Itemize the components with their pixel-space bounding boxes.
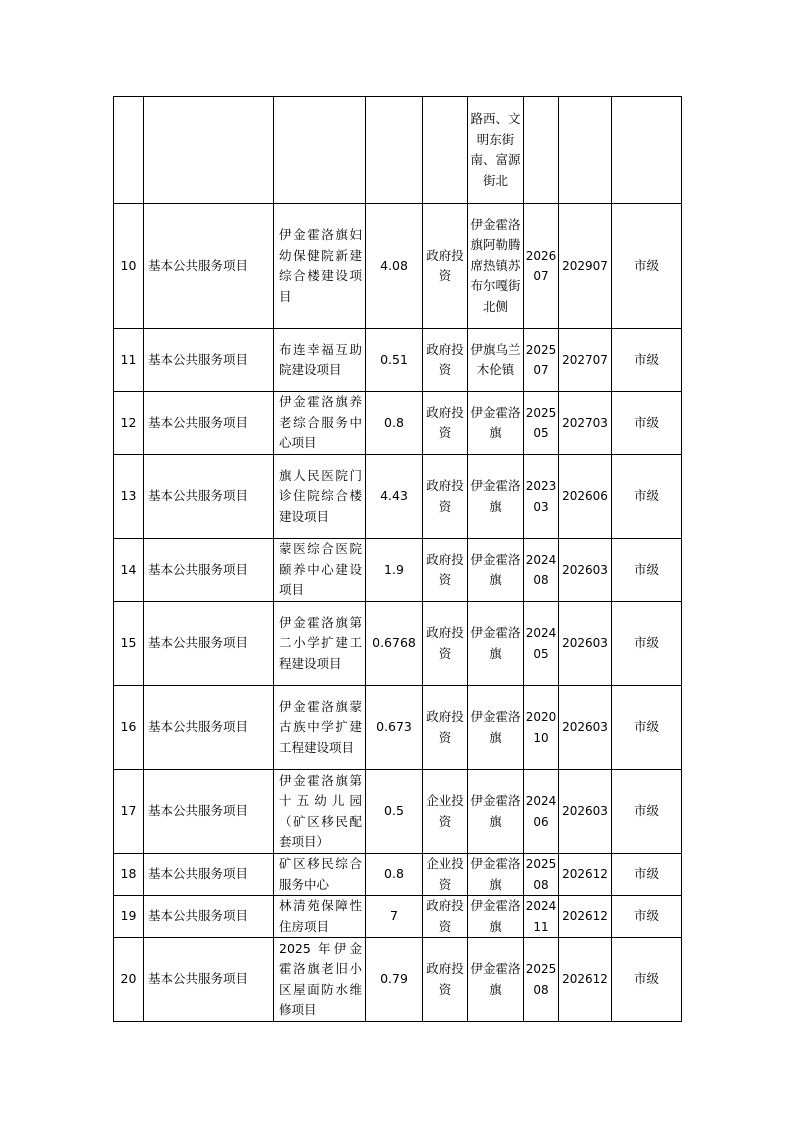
level-cell: 市级: [612, 204, 682, 329]
level-cell: 市级: [612, 686, 682, 770]
start-date-cell: 202411: [524, 896, 559, 938]
end-date-cell: [559, 97, 612, 204]
end-date-cell: 202703: [559, 392, 612, 455]
start-date-cell: 202406: [524, 770, 559, 854]
start-date-cell: 202508: [524, 938, 559, 1022]
project-name-cell: 伊金霍洛旗养老综合服务中心项目: [274, 392, 366, 455]
level-cell: 市级: [612, 455, 682, 539]
category-cell: 基本公共服务项目: [144, 896, 274, 938]
no-cell: 12: [114, 392, 144, 455]
table-row: [114, 854, 682, 896]
category-cell: 基本公共服务项目: [144, 854, 274, 896]
level-cell: 市级: [612, 896, 682, 938]
table-row: [114, 770, 682, 854]
investment-type-cell: 政府投资: [423, 455, 468, 539]
investment-type-cell: 政府投资: [423, 938, 468, 1022]
location-cell: 伊金霍洛旗: [468, 539, 524, 602]
location-cell: 伊旗乌兰木伦镇: [468, 329, 524, 392]
investment-cell: 0.79: [366, 938, 423, 1022]
no-cell: [114, 97, 144, 204]
location-cell: 伊金霍洛旗: [468, 686, 524, 770]
end-date-cell: 202612: [559, 896, 612, 938]
category-cell: 基本公共服务项目: [144, 539, 274, 602]
investment-cell: 0.8: [366, 854, 423, 896]
project-name-cell: 布连幸福互助院建设项目: [274, 329, 366, 392]
level-cell: 市级: [612, 392, 682, 455]
project-name-cell: 矿区移民综合服务中心: [274, 854, 366, 896]
level-cell: 市级: [612, 329, 682, 392]
project-table: [113, 96, 682, 1022]
no-cell: 18: [114, 854, 144, 896]
location-cell: 伊金霍洛旗: [468, 392, 524, 455]
level-cell: 市级: [612, 938, 682, 1022]
start-date-cell: 202303: [524, 455, 559, 539]
start-date-cell: 202010: [524, 686, 559, 770]
level-cell: 市级: [612, 539, 682, 602]
investment-cell: 0.673: [366, 686, 423, 770]
investment-cell: 0.51: [366, 329, 423, 392]
level-cell: 市级: [612, 602, 682, 686]
investment-cell: [366, 97, 423, 204]
investment-cell: 4.08: [366, 204, 423, 329]
investment-type-cell: 政府投资: [423, 329, 468, 392]
level-cell: 市级: [612, 854, 682, 896]
no-cell: 10: [114, 204, 144, 329]
level-cell: 市级: [612, 770, 682, 854]
category-cell: 基本公共服务项目: [144, 938, 274, 1022]
location-cell: 伊金霍洛旗: [468, 602, 524, 686]
end-date-cell: 202603: [559, 686, 612, 770]
investment-type-cell: [423, 97, 468, 204]
end-date-cell: 202907: [559, 204, 612, 329]
end-date-cell: 202603: [559, 602, 612, 686]
location-cell: 伊金霍洛旗: [468, 455, 524, 539]
category-cell: 基本公共服务项目: [144, 770, 274, 854]
category-cell: 基本公共服务项目: [144, 686, 274, 770]
table-row: [114, 539, 682, 602]
category-cell: 基本公共服务项目: [144, 602, 274, 686]
project-name-cell: 蒙医综合医院颐养中心建设项目: [274, 539, 366, 602]
investment-cell: 0.6768: [366, 602, 423, 686]
end-date-cell: 202707: [559, 329, 612, 392]
no-cell: 14: [114, 539, 144, 602]
investment-type-cell: 政府投资: [423, 539, 468, 602]
no-cell: 11: [114, 329, 144, 392]
investment-type-cell: 政府投资: [423, 896, 468, 938]
end-date-cell: 202612: [559, 854, 612, 896]
project-name-cell: 旗人民医院门诊住院综合楼建设项目: [274, 455, 366, 539]
end-date-cell: 202603: [559, 539, 612, 602]
table-row: [114, 938, 682, 1022]
table-row: [114, 329, 682, 392]
investment-cell: 1.9: [366, 539, 423, 602]
project-name-cell: [274, 97, 366, 204]
no-cell: 13: [114, 455, 144, 539]
category-cell: 基本公共服务项目: [144, 392, 274, 455]
location-cell: 伊金霍洛旗: [468, 938, 524, 1022]
investment-cell: 7: [366, 896, 423, 938]
category-cell: 基本公共服务项目: [144, 329, 274, 392]
investment-type-cell: 政府投资: [423, 602, 468, 686]
table-row-continued: [114, 97, 682, 204]
project-name-cell: 伊金霍洛旗第十五幼儿园（矿区移民配套项目）: [274, 770, 366, 854]
table-row: [114, 896, 682, 938]
investment-type-cell: 企业投资: [423, 854, 468, 896]
investment-type-cell: 政府投资: [423, 204, 468, 329]
start-date-cell: 202408: [524, 539, 559, 602]
project-name-cell: 伊金霍洛旗第二小学扩建工程建设项目: [274, 602, 366, 686]
no-cell: 16: [114, 686, 144, 770]
project-name-cell: 林清苑保障性住房项目: [274, 896, 366, 938]
investment-type-cell: 政府投资: [423, 392, 468, 455]
location-cell: 伊金霍洛旗: [468, 854, 524, 896]
start-date-cell: 202607: [524, 204, 559, 329]
investment-cell: 4.43: [366, 455, 423, 539]
table-row: [114, 455, 682, 539]
investment-type-cell: 企业投资: [423, 770, 468, 854]
no-cell: 19: [114, 896, 144, 938]
start-date-cell: 202405: [524, 602, 559, 686]
start-date-cell: 202505: [524, 392, 559, 455]
end-date-cell: 202612: [559, 938, 612, 1022]
table-row: [114, 392, 682, 455]
table-row: [114, 204, 682, 329]
end-date-cell: 202606: [559, 455, 612, 539]
start-date-cell: 202508: [524, 854, 559, 896]
category-cell: 基本公共服务项目: [144, 455, 274, 539]
investment-type-cell: 政府投资: [423, 686, 468, 770]
category-cell: [144, 97, 274, 204]
start-date-cell: 202507: [524, 329, 559, 392]
project-name-cell: 伊金霍洛旗妇幼保健院新建综合楼建设项目: [274, 204, 366, 329]
location-cell: 路西、文明东街南、富源街北: [468, 97, 524, 204]
project-name-cell: 伊金霍洛旗蒙古族中学扩建工程建设项目: [274, 686, 366, 770]
table-row: [114, 686, 682, 770]
investment-cell: 0.5: [366, 770, 423, 854]
investment-cell: 0.8: [366, 392, 423, 455]
location-cell: 伊金霍洛旗阿勒腾席热镇苏布尔嘎街北侧: [468, 204, 524, 329]
no-cell: 15: [114, 602, 144, 686]
start-date-cell: [524, 97, 559, 204]
location-cell: 伊金霍洛旗: [468, 770, 524, 854]
table-row: [114, 602, 682, 686]
no-cell: 20: [114, 938, 144, 1022]
category-cell: 基本公共服务项目: [144, 204, 274, 329]
no-cell: 17: [114, 770, 144, 854]
end-date-cell: 202603: [559, 770, 612, 854]
project-name-cell: 2025 年伊金霍洛旗老旧小区屋面防水维修项目: [274, 938, 366, 1022]
level-cell: [612, 97, 682, 204]
location-cell: 伊金霍洛旗: [468, 896, 524, 938]
